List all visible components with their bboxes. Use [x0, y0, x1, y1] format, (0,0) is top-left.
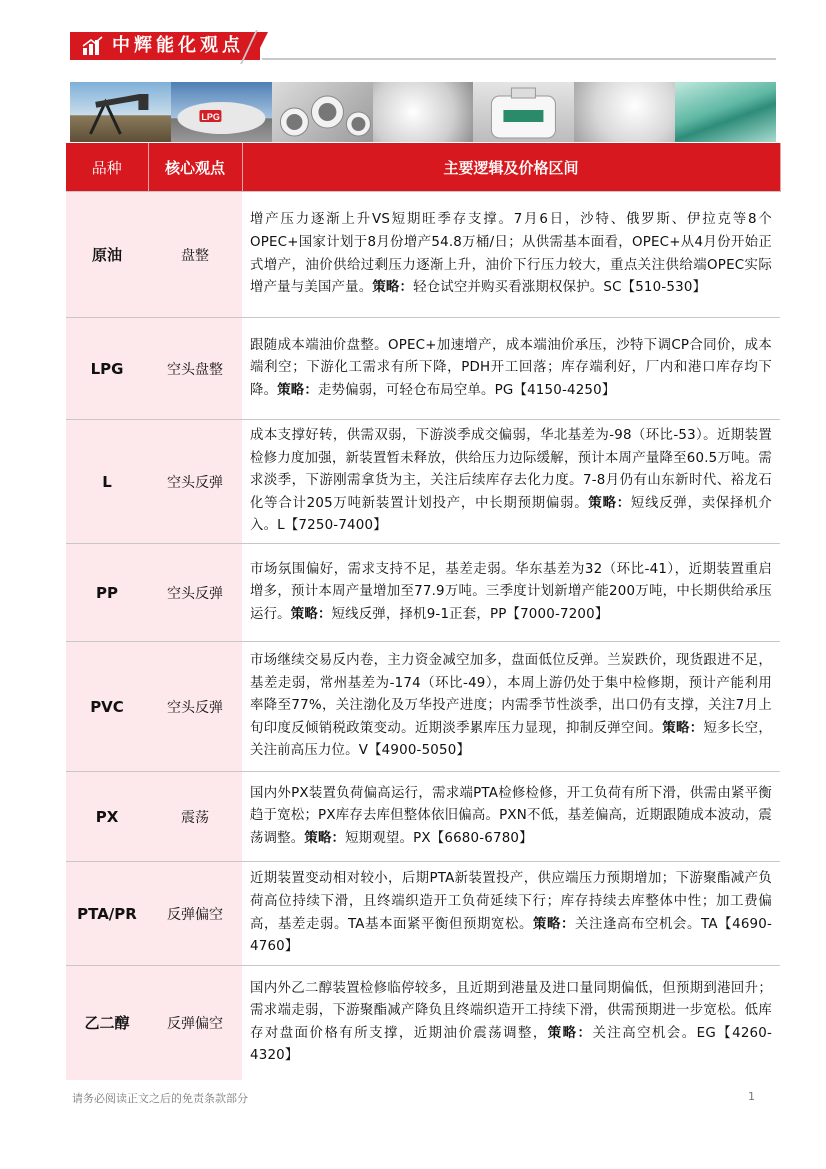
table-row	[66, 966, 780, 1080]
logic-cell	[242, 862, 780, 966]
header-rule	[262, 58, 776, 60]
variety-cell: 原油	[66, 192, 148, 318]
logic-cell	[242, 642, 780, 772]
strategy-text: 关注逢高布空机会。TA【4690-4760】	[250, 916, 773, 955]
table-row	[66, 318, 780, 420]
strategy-label: 策略：	[547, 1025, 593, 1041]
variety-cell: L	[66, 420, 148, 544]
strategy-label: 策略：	[304, 830, 346, 846]
view-cell: 反弹偏空	[148, 862, 242, 966]
table-row	[66, 772, 780, 862]
logic-cell	[242, 544, 780, 642]
variety-cell: PX	[66, 772, 148, 862]
page-header	[0, 0, 826, 70]
column-header-variety: 品种	[66, 143, 148, 192]
logic-text: 增产压力逐渐上升VS短期旺季存支撑。7月6日，沙特、俄罗斯、伊拉克等8个OPEC+国家计划于8月份增产54.8万桶/日；从供需基本面看，OPEC+从4月份开始正式增产，油价供给过剩压力逐渐上升，油价下行压力较大，重点关注供给端OPEC实际增产量与美国产量。	[250, 212, 772, 296]
strategy-label: 策略：	[277, 382, 318, 398]
table-row	[66, 642, 780, 772]
view-cell: 盘整	[148, 192, 242, 318]
strategy-text: 轻仓试空并购买看涨期权保护。SC【510-530】	[413, 280, 707, 296]
column-header-core-view: 核心观点	[148, 143, 242, 192]
strategy-label: 策略：	[290, 606, 332, 622]
pipes-image	[272, 82, 373, 142]
svg-text:LPG: LPG	[201, 112, 220, 122]
view-cell: 空头盘整	[148, 318, 242, 420]
page-number: 1	[748, 1090, 755, 1103]
glycol-bottle-image	[473, 82, 574, 142]
commodity-view-table	[66, 143, 781, 1080]
view-cell: 空头反弹	[148, 642, 242, 772]
strategy-label: 策略：	[588, 495, 631, 511]
strategy-text: 走势偏弱，可轻仓布局空单。PG【4150-4250】	[317, 382, 616, 398]
strategy-label: 策略：	[662, 720, 704, 736]
logic-cell	[242, 772, 780, 862]
table-header-row	[66, 143, 780, 192]
table-row	[66, 862, 780, 966]
strategy-label: 策略：	[372, 280, 414, 296]
logic-text: 跟随成本端油价盘整。OPEC+加速增产，成本端油价承压，沙特下调CP合同价，成本端利空；下游化工需求有所下降，PDH开工回落；库存端利好，厂内和港口库存均下降。	[250, 337, 772, 398]
strategy-label: 策略：	[533, 916, 576, 932]
bar-chart-logo-icon	[82, 36, 104, 56]
logic-text: 国内外PX装置负荷偏高运行，需求端PTA检修检修，开工负荷有所下滑，供需由紧平衡趋于宽松；PX库存去库但整体依旧偏高。PXN不低，基差偏高，近期跟随成本波动，震荡调整。	[250, 785, 772, 846]
table-row	[66, 192, 780, 318]
column-header-logic: 主要逻辑及价格区间	[242, 143, 780, 192]
strategy-text: 短期观望。PX【6680-6780】	[345, 830, 533, 846]
variety-cell: PP	[66, 544, 148, 642]
header-title: 中辉能化观点	[112, 35, 244, 56]
logic-cell	[242, 420, 780, 544]
view-cell: 空头反弹	[148, 420, 242, 544]
variety-cell: PVC	[66, 642, 148, 772]
oil-pump-image	[70, 82, 171, 142]
view-cell: 震荡	[148, 772, 242, 862]
lpg-tank-image	[171, 82, 272, 142]
strategy-text: 短线反弹，择机9-1正套，PP【7000-7200】	[331, 606, 609, 622]
logic-text: 成本支撑好转，供需双弱，下游淡季成交偏弱，华北基差为-98（环比-53）。近期装置检修力度加强，新装置暂未释放，供给压力边际缓解，预计本周产量降至60.5万吨。需求淡季，下游刚需拿货为主，关注后续库存去化力度。7-8月仍有山东新时代、裕龙石化等合计205万吨新装置计划投产，中长期预期偏弱。	[250, 428, 772, 511]
variety-cell: PTA/PR	[66, 862, 148, 966]
strategy-text: 短线反弹，卖保择机介入。L【7250-7400】	[250, 495, 772, 534]
logic-text: 市场继续交易反内卷，主力资金减空加多，盘面低位反弹。兰炭跌价，现货跟进不足，基差走弱，常州基差为-174（环比-49），本周上游仍处于集中检修期，预计产能利用率降至77%，关注渤化及万华投产进度；内需季节性淡季，出口仍有支撑，关注7月上旬印度反倾销税政策变动。近期淡季累库压力显现，抑制反弹空间。	[250, 653, 772, 736]
logic-cell	[242, 192, 780, 318]
plastic-pellets-image	[373, 82, 474, 142]
variety-cell: LPG	[66, 318, 148, 420]
resin-granules-image	[574, 82, 675, 142]
header-bar-tail	[254, 32, 268, 60]
logic-text: 国内外乙二醇装置检修临停较多，且近期到港量及进口量同期偏低，但预期到港回升；需求端走弱，下游聚酯减产降负且终端织造开工持续下滑，供需预期进一步宽松。低库存对盘面价格有所支撑，近期油价震荡调整，	[250, 980, 772, 1041]
logic-text: 市场氛围偏好，需求支持不足，基差走弱。华东基差为32（环比-41），近期装置重启增多，预计本周产量增加至77.9万吨。三季度计划新增产能200万吨，中长期供给承压运行。	[250, 561, 772, 622]
table-row	[66, 420, 780, 544]
glass-sheets-image	[675, 82, 776, 142]
logic-text: 近期装置变动相对较小，后期PTA新装置投产，供应端压力预期增加；下游聚酯减产负荷高位持续下滑，且终端织造开工负荷延续下行；库存持续去库整体中性；加工费偏高，基差走弱。TA基本面紧平衡但预期宽松。	[250, 871, 772, 932]
strategy-text: 短多长空，关注前高压力位。V【4900-5050】	[250, 720, 773, 759]
disclaimer-footer: 请务必阅读正文之后的免责条款部分	[72, 1092, 248, 1105]
logic-cell	[242, 318, 780, 420]
table-row	[66, 544, 780, 642]
industry-banner	[70, 82, 776, 142]
view-cell: 空头反弹	[148, 544, 242, 642]
view-cell: 反弹偏空	[148, 966, 242, 1080]
logic-cell	[242, 966, 780, 1080]
strategy-text: 关注高空机会。EG【4260-4320】	[250, 1025, 773, 1064]
variety-cell: 乙二醇	[66, 966, 148, 1080]
